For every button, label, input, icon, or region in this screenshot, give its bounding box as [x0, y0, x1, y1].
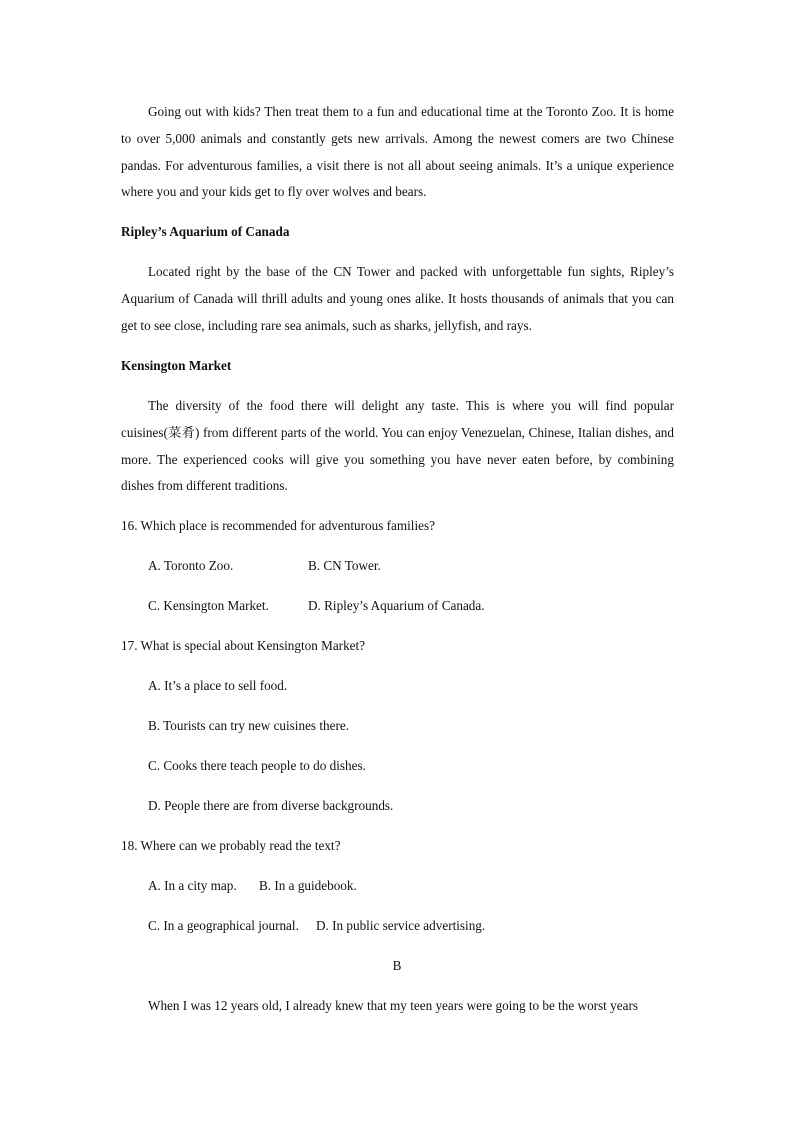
- question-16-option-c: C. Kensington Market.: [148, 598, 269, 613]
- market-heading: Kensington Market: [121, 358, 232, 373]
- question-17-option-c: C. Cooks there teach people to do dishes.: [148, 758, 366, 773]
- question-16-option-a: A. Toronto Zoo.: [148, 558, 234, 573]
- question-16-option-b: B. CN Tower.: [308, 558, 381, 573]
- aquarium-paragraph: Located right by the base of the CN Tower and packed with unforgettable fun sights, Ripley’s Aquarium of Canada will thrill adults and young ones alike. It hosts thousands of animals that you can get to see close, including rare sea animals, such as sharks, jellyfish, and rays.: [121, 264, 674, 333]
- question-17-stem: 17. What is special about Kensington Market?: [121, 638, 366, 653]
- question-17-option-b: B. Tourists can try new cuisines there.: [148, 718, 349, 733]
- question-16-stem: 16. Which place is recommended for adventurous families?: [121, 518, 435, 533]
- question-18-option-b: B. In a guidebook.: [259, 878, 357, 893]
- question-18-option-c: C. In a geographical journal.: [148, 918, 299, 933]
- section-b-opening-line: When I was 12 years old, I already knew that my teen years were going to be the worst years: [148, 998, 638, 1013]
- question-18-stem: 18. Where can we probably read the text?: [121, 838, 341, 853]
- zoo-paragraph: Going out with kids? Then treat them to a fun and educational time at the Toronto Zoo. It is home to over 5,000 animals and constantly gets new arrivals. Among the newest comers are two Chinese pandas. For adventurous families, a visit there is not all about seeing animals. It’s a unique experience where you and your kids get to fly over wolves and bears.: [121, 104, 674, 200]
- question-18-option-a: A. In a city map.: [148, 878, 237, 893]
- market-paragraph: The diversity of the food there will delight any taste. This is where you will find popular cuisines(菜肴) from different parts of the world. You can enjoy Venezuelan, Chinese, Italian dishes, and more. The experienced cooks will give you something you have never eaten before, by combining dishes from different traditions.: [121, 398, 674, 494]
- question-16-option-d: D. Ripley’s Aquarium of Canada.: [308, 598, 485, 613]
- question-18-option-d: D. In public service advertising.: [316, 918, 486, 933]
- question-17-option-d: D. People there are from diverse backgrounds.: [148, 798, 394, 813]
- aquarium-heading: Ripley’s Aquarium of Canada: [121, 224, 290, 239]
- section-b-heading: B: [392, 958, 402, 973]
- question-17-option-a: A. It’s a place to sell food.: [148, 678, 288, 693]
